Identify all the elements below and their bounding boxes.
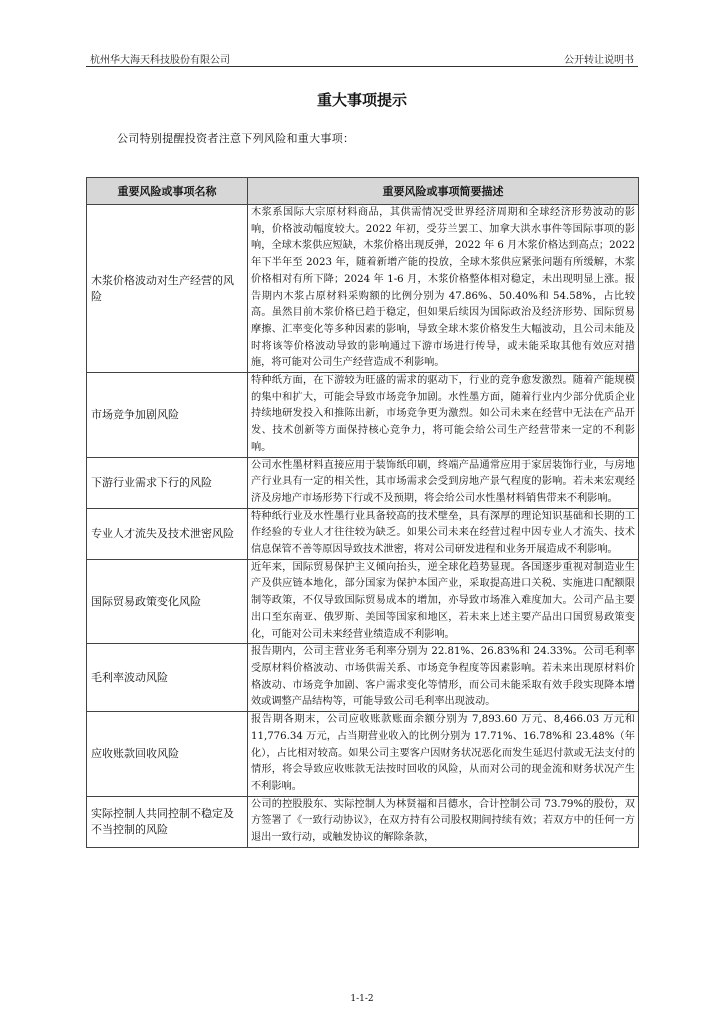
risk-description: 公司的控股股东、实际控制人为林贤福和吕德水，合计控制公司 73.79%的股份，双方签署了《一致行动协议》，在双方持有公司股权期间持续有效；若双方中的任何一方退出一致行动，或触发协议的解除条款， xyxy=(248,796,639,847)
intro-text: 公司特别提醒投资者注意下列风险和重大事项： xyxy=(117,132,355,145)
risk-name: 专业人才流失及技术泄密风险 xyxy=(87,508,248,559)
page-header xyxy=(86,50,638,67)
risk-name: 国际贸易政策变化风险 xyxy=(87,559,248,644)
page-title: 重大事项提示 xyxy=(316,91,407,109)
table-header-row xyxy=(87,178,639,205)
column-header-name: 重要风险或事项名称 xyxy=(87,178,248,205)
page-number: 1-1-2 xyxy=(350,994,374,1004)
table-row xyxy=(87,644,639,712)
risk-name: 应收账款回收风险 xyxy=(87,712,248,797)
risk-description: 公司水性墨材料直接应用于装饰纸印刷，终端产品通常应用于家居装饰行业，与房地产行业具有一定的相关性，其市场需求会受到房地产景气程度的影响。若未来宏观经济及房地产市场形势下行或不及预期，将会给公司水性墨材料销售带来不利影响。 xyxy=(248,457,639,508)
table-row xyxy=(87,559,639,644)
header-doc-type: 公开转让说明书 xyxy=(564,55,634,66)
table-row xyxy=(87,796,639,847)
risk-table xyxy=(86,177,639,848)
table-row xyxy=(87,508,639,559)
risk-description: 特种纸方面，在下游较为旺盛的需求的驱动下，行业的竞争愈发激烈。随着产能规模的集中和扩大，可能会导致市场竞争加剧。水性墨方面，随着行业内少部分优质企业持续地研发投入和推陈出新，市场竞争更为激烈。如公司未来在经营中无法在产品开发、技术创新等方面保持核心竞争力，将可能会给公司生产经营带来一定的不利影响。 xyxy=(248,373,639,458)
header-company: 杭州华大海天科技股份有限公司 xyxy=(90,55,230,66)
table-row xyxy=(87,205,639,373)
risk-name: 毛利率波动风险 xyxy=(87,644,248,712)
table-row xyxy=(87,712,639,797)
risk-name: 木浆价格波动对生产经营的风险 xyxy=(87,205,248,373)
table-row xyxy=(87,457,639,508)
risk-name: 市场竞争加剧风险 xyxy=(87,373,248,458)
risk-description: 报告期各期末，公司应收账款账面余额分别为 7,893.60 万元、8,466.03 万元和 11,776.34 万元，占当期营业收入的比例分别为 17.71%、16.78%和 23.48%（年化），占比相对较高。如果公司主要客户因财务状况恶化而发生延迟付款或无法支付的情形，将会导致应收账款无法按时回收的风险，从而对公司的现金流和财务状况产生不利影响。 xyxy=(248,712,639,797)
table-row xyxy=(87,373,639,458)
risk-name: 实际控制人共同控制不稳定及不当控制的风险 xyxy=(87,796,248,847)
risk-description: 特种纸行业及水性墨行业具备较高的技术壁垒，具有深厚的理论知识基础和长期的工作经验的专业人才往往较为缺乏。如果公司未来在经营过程中因专业人才流失、技术信息保管不善等原因导致技术泄密，将对公司研发进程和业务开展造成不利影响。 xyxy=(248,508,639,559)
risk-description: 近年来，国际贸易保护主义倾向抬头，逆全球化趋势显现。各国逐步重视对制造业生产及供应链本地化，部分国家为保护本国产业，采取提高进口关税、实施进口配额限制等政策，不仅导致国际贸易成本的增加，亦导致市场准入难度加大。公司产品主要出口至东南亚、俄罗斯、美国等国家和地区，若未来上述主要产品出口国贸易政策变化，可能对公司未来经营业绩造成不利影响。 xyxy=(248,559,639,644)
column-header-desc: 重要风险或事项简要描述 xyxy=(248,178,639,205)
risk-name: 下游行业需求下行的风险 xyxy=(87,457,248,508)
risk-description: 木浆系国际大宗原材料商品，其供需情况受世界经济周期和全球经济形势波动的影响，价格波动幅度较大。2022 年初，受芬兰罢工、加拿大洪水事件等国际事项的影响，全球木浆供应短缺，木浆价格出现反弹，2022 年 6 月木浆价格达到高点；2022 年下半年至 2023 年，随着新增产能的投放，全球木浆供应紧张问题有所缓解，木浆价格相对有所下降；2024 年 1-6 月，木浆价格整体相对稳定，未出现明显上涨。报告期内木浆占原材料采购额的比例分别为 47.86%、50.40%和 54.58%，占比较高。虽然目前木浆价格已趋于稳定，但如果后续因为国际政治及经济形势、国际贸易摩擦、汇率变化等多种因素的影响，导致全球木浆价格发生大幅波动，且公司未能及时将该等价格波动导致的影响通过下游市场进行传导，或未能采取其他有效应对措施，将可能对公司生产经营造成不利影响。 xyxy=(248,205,639,373)
risk-description: 报告期内，公司主营业务毛利率分别为 22.81%、26.83%和 24.33%。公司毛利率受原材料价格波动、市场供需关系、市场竞争程度等因素影响。若未来出现原材料价格波动、市场竞争加剧、客户需求变化等情形，而公司未能采取有效手段实现降本增效或调整产品结构等，可能导致公司毛利率出现波动。 xyxy=(248,644,639,712)
